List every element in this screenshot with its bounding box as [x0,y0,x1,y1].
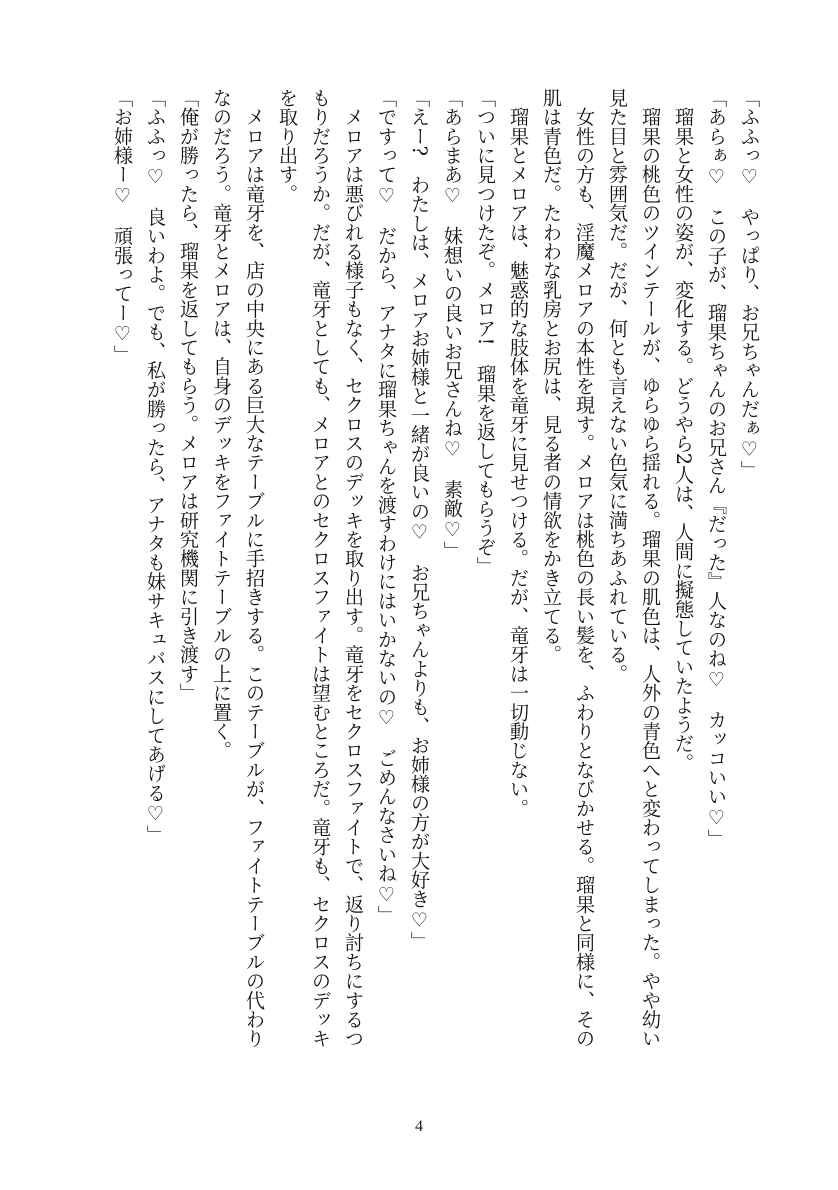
text-line: 「ふふっ♡ やっぱり、お兄ちゃんだぁ♡」 [738,88,761,480]
text-line: 見た目と雰囲気だ。だが、何とも言えない色気に満ちあふれている。 [606,88,629,684]
text-line: 「あらぁ♡ この子が、瑠果ちゃんのお兄さん『だった』人なのね♡ カッコいい♡」 [705,88,728,849]
text-line: 「ですって♡ だから、アナタに瑠果ちゃんを渡すわけにはいかないの♡ ごめんなさいね♡」 [375,88,398,925]
text-line: 「ついに見つけたぞ。メロア! 瑠果を返してもらうぞ」 [474,88,497,576]
text-line: 「あらまあ♡ 妹想いの良いお兄さんね♡ 素敵♡」 [441,88,464,561]
text-line: 肌は青色だ。たわわな乳房とお尻は、見る者の情欲をかき立てる。 [540,88,563,664]
text-line: 瑠果とメロアは、魅惑的な肢体を竜牙に見せつける。だが、竜牙は一切動じない。 [507,88,530,818]
text-line: 「えー? わたしは、メロアお姉様と一緒が良いの♡ お兄ちゃんよりも、お姉様の方が大好き♡」 [408,88,431,951]
text-line: 「お姉様ー♡ 頑張ってー♡」 [111,88,134,365]
text-line: メロアは竜牙を、店の中央にある巨大なテーブルに手招きする。このテーブルが、ファイトテーブルの代わり [243,88,266,1048]
text-line: 瑠果の桃色のツインテールが、ゆらゆら揺れる。瑠果の肌色は、人外の青色へと変わってしまった。やや幼い [639,88,662,1048]
text-line: メロアは悪びれる様子もなく、セクロスのデッキを取り出す。竜牙をセクロスファイトで、返り討ちにするつ [342,88,365,1048]
text-line: 「俺が勝ったら、瑠果を返してもらう。メロアは研究機関に引き渡す」 [177,88,200,703]
body-text [66,88,766,1073]
text-line: なのだろう。竜牙とメロアは、自身のデッキをファイトテーブルの上に置く。 [210,88,233,760]
page-number: 4 [415,1118,423,1135]
text-line: 「ふふっ♡ 良いわよ。でも、私が勝ったら、アナタも妹サキュバスにしてあげる♡」 [144,88,167,845]
text-line: 女性の方も、淫魔メロアの本性を現す。メロアは桃色の長い髪を、ふわりとなびかせる。瑠果と同様に、その [573,88,596,1048]
text-line: を取り出す。 [276,88,299,204]
text-line: 瑠果と女性の姿が、変化する。どうやら2人は、人間に擬態していたようだ。 [672,88,695,773]
text-line: もりだろうか。だが、竜牙としても、メロアとのセクロスファイトは望むところだ。竜牙も、セクロスのデッキ [309,88,332,1048]
